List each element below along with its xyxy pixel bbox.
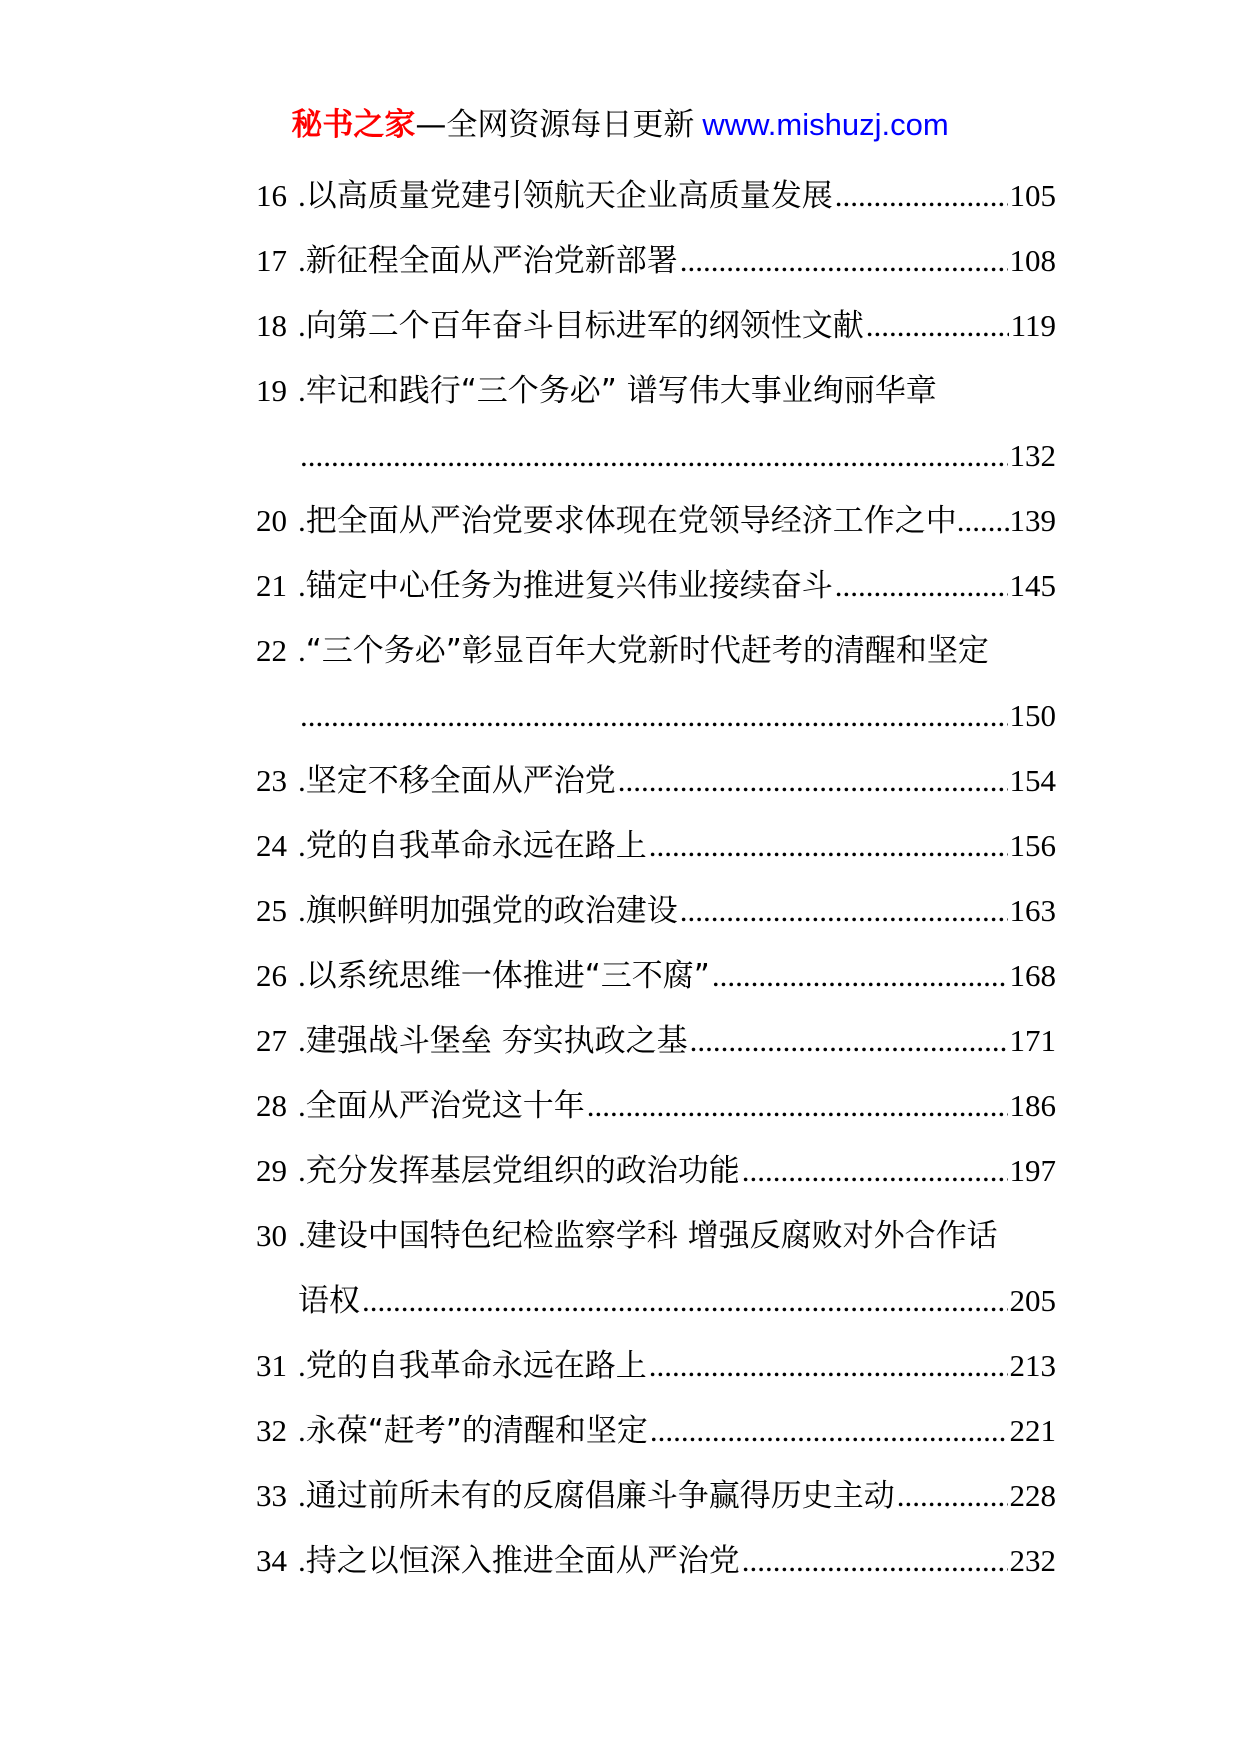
entry-title: 向第二个百年奋斗目标进军的纲领性文献 — [305, 308, 864, 344]
brand-name: 秘书之家 — [291, 107, 416, 143]
entry-number: 23 — [256, 763, 287, 798]
toc-entry[interactable] — [256, 1463, 1056, 1528]
entry-number: 26 — [256, 958, 287, 993]
number-dot: . — [298, 373, 306, 408]
entry-page: 105 — [1009, 178, 1056, 213]
header-slogan: —全网资源每日更新 — [415, 107, 695, 143]
dot-leader — [300, 683, 1008, 748]
entry-title: 锚定中心任务为推进复兴伟业接续奋斗 — [305, 568, 833, 604]
dot-leader — [866, 293, 1009, 358]
number-dot: . — [298, 1023, 306, 1058]
toc-entry[interactable] — [256, 293, 1056, 358]
entry-title: 以高质量党建引领航天企业高质量发展 — [305, 178, 833, 214]
entry-page: 154 — [1009, 763, 1056, 798]
toc-entry[interactable] — [256, 1398, 1056, 1463]
dot-leader — [680, 228, 1008, 293]
entry-page: 163 — [1009, 893, 1056, 928]
entry-number: 30 — [256, 1218, 287, 1253]
toc-entry[interactable] — [256, 878, 1056, 943]
entry-title: 新征程全面从严治党新部署 — [305, 243, 678, 279]
entry-title: 持之以恒深入推进全面从严治党 — [305, 1543, 740, 1579]
entry-title: 以系统思维一体推进“三不腐” — [305, 958, 710, 994]
toc-entry[interactable] — [256, 943, 1056, 1008]
toc-entry[interactable] — [256, 358, 1056, 423]
page-header — [0, 100, 1240, 150]
number-dot: . — [298, 1153, 306, 1188]
entry-page: 108 — [1009, 243, 1056, 278]
toc-entry-continuation[interactable] — [256, 683, 1056, 748]
toc-entry[interactable] — [256, 553, 1056, 618]
toc-entry[interactable] — [256, 1528, 1056, 1593]
number-dot: . — [298, 1478, 306, 1513]
entry-page: 132 — [1009, 438, 1056, 473]
entry-title: 党的自我革命永远在路上 — [305, 828, 647, 864]
toc-entry-continuation[interactable] — [256, 1268, 1056, 1333]
entry-page: 168 — [1009, 958, 1056, 993]
entry-number: 33 — [256, 1478, 287, 1513]
dot-leader — [957, 488, 1010, 553]
entry-number: 22 — [256, 633, 287, 668]
entry-page: 186 — [1009, 1088, 1056, 1123]
number-dot: . — [298, 503, 306, 538]
entry-number: 31 — [256, 1348, 287, 1383]
toc-entry[interactable] — [256, 488, 1056, 553]
number-dot: . — [298, 828, 306, 863]
toc-entry[interactable] — [256, 748, 1056, 813]
toc-entry[interactable] — [256, 1138, 1056, 1203]
dot-leader — [649, 1333, 1008, 1398]
entry-title: 牢记和践行“三个务必” 谱写伟大事业绚丽华章 — [305, 373, 937, 409]
entry-number: 20 — [256, 503, 287, 538]
entry-number: 29 — [256, 1153, 287, 1188]
entry-title: “三个务必”彰显百年大党新时代赶考的清醒和坚定 — [305, 633, 989, 669]
entry-page: 119 — [1010, 308, 1056, 343]
toc-entry-continuation[interactable] — [256, 423, 1056, 488]
number-dot: . — [298, 1088, 306, 1123]
toc-entry[interactable] — [256, 813, 1056, 878]
dot-leader — [897, 1463, 1008, 1528]
entry-number: 28 — [256, 1088, 287, 1123]
entry-number: 16 — [256, 178, 287, 213]
toc-entry[interactable] — [256, 1073, 1056, 1138]
dot-leader — [587, 1073, 1008, 1138]
entry-title: 通过前所未有的反腐倡廉斗争赢得历史主动 — [305, 1478, 895, 1514]
entry-title: 充分发挥基层党组织的政治功能 — [305, 1153, 740, 1189]
dot-leader — [835, 553, 1008, 618]
number-dot: . — [298, 1348, 306, 1383]
number-dot: . — [298, 763, 306, 798]
dot-leader — [649, 813, 1008, 878]
entry-page: 156 — [1009, 828, 1056, 863]
entry-page: 205 — [1009, 1283, 1056, 1318]
entry-page: 228 — [1009, 1478, 1056, 1513]
dot-leader — [300, 423, 1008, 488]
dot-leader — [680, 878, 1008, 943]
entry-page: 171 — [1009, 1023, 1056, 1058]
entry-title: 把全面从严治党要求体现在党领导经济工作之中 — [305, 503, 957, 539]
number-dot: . — [298, 568, 306, 603]
entry-page: 221 — [1009, 1413, 1056, 1448]
toc-entry[interactable] — [256, 1008, 1056, 1073]
dot-leader — [712, 943, 1008, 1008]
toc-entry[interactable] — [256, 1333, 1056, 1398]
entry-page: 197 — [1009, 1153, 1056, 1188]
dot-leader — [618, 748, 1008, 813]
toc-entry[interactable] — [256, 163, 1056, 228]
dot-leader — [362, 1268, 1008, 1333]
site-url[interactable]: www.mishuzj.com — [702, 107, 949, 142]
number-dot: . — [298, 1413, 306, 1448]
entry-number: 34 — [256, 1543, 287, 1578]
entry-title: 建强战斗堡垒 夯实执政之基 — [305, 1023, 688, 1059]
toc-entry[interactable] — [256, 1203, 1056, 1268]
entry-title: 全面从严治党这十年 — [305, 1088, 585, 1124]
dot-leader — [690, 1008, 1008, 1073]
entry-number: 32 — [256, 1413, 287, 1448]
toc-entry[interactable] — [256, 618, 1056, 683]
entry-number: 27 — [256, 1023, 287, 1058]
dot-leader — [650, 1398, 1008, 1463]
entry-title: 永葆“赶考”的清醒和坚定 — [305, 1413, 648, 1449]
entry-title: 坚定不移全面从严治党 — [305, 763, 616, 799]
dot-leader — [742, 1138, 1008, 1203]
entry-number: 24 — [256, 828, 287, 863]
number-dot: . — [298, 178, 306, 213]
entry-number: 17 — [256, 243, 287, 278]
table-of-contents — [256, 163, 1056, 1593]
number-dot: . — [298, 243, 306, 278]
number-dot: . — [298, 1543, 306, 1578]
entry-title: 建设中国特色纪检监察学科 增强反腐败对外合作话 — [305, 1218, 998, 1254]
entry-title: 旗帜鲜明加强党的政治建设 — [305, 893, 678, 929]
toc-entry[interactable] — [256, 228, 1056, 293]
entry-number: 25 — [256, 893, 287, 928]
entry-page: 213 — [1009, 1348, 1056, 1383]
entry-page: 145 — [1009, 568, 1056, 603]
number-dot: . — [298, 308, 306, 343]
number-dot: . — [298, 893, 306, 928]
entry-page: 232 — [1009, 1543, 1056, 1578]
entry-title-continued: 语权 — [298, 1283, 360, 1319]
entry-number: 19 — [256, 373, 287, 408]
entry-page: 139 — [1009, 503, 1056, 538]
entry-number: 21 — [256, 568, 287, 603]
entry-number: 18 — [256, 308, 287, 343]
number-dot: . — [298, 1218, 306, 1253]
number-dot: . — [298, 633, 306, 668]
dot-leader — [835, 163, 1008, 228]
dot-leader — [742, 1528, 1008, 1593]
entry-title: 党的自我革命永远在路上 — [305, 1348, 647, 1384]
entry-page: 150 — [1009, 698, 1056, 733]
number-dot: . — [298, 958, 306, 993]
